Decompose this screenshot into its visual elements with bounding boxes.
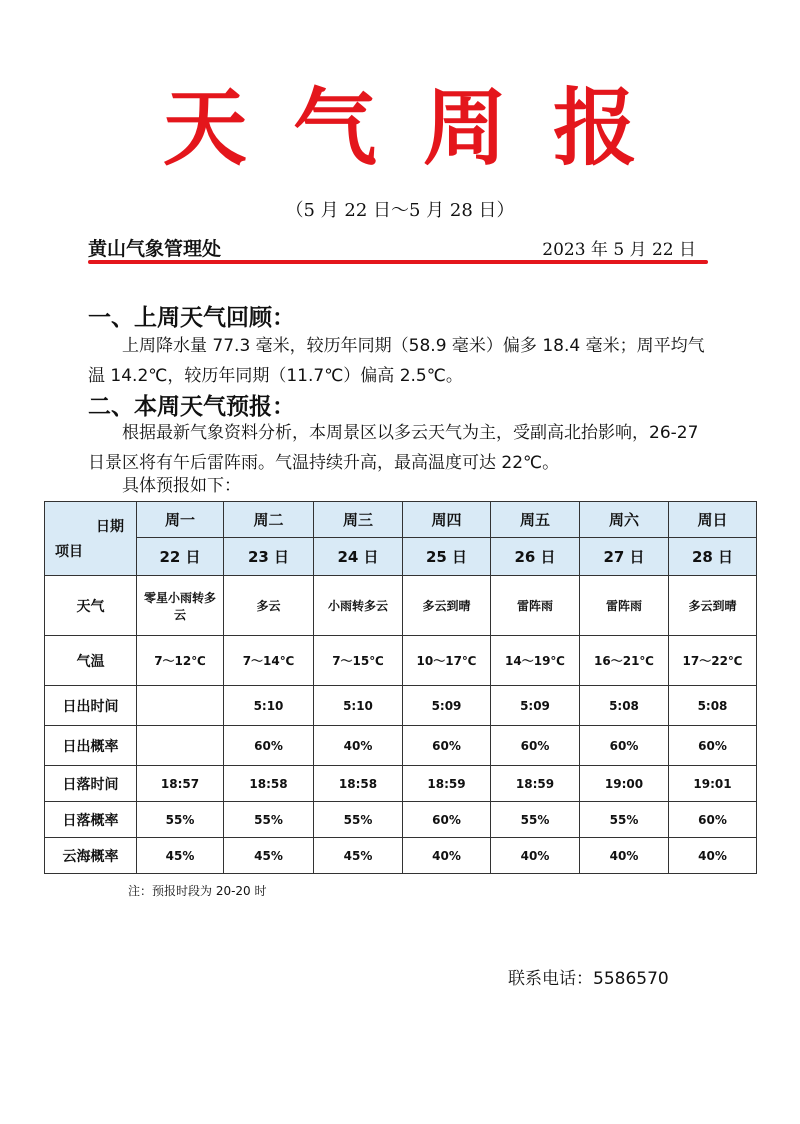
date-cell: 27 日 [580, 538, 669, 576]
table-cell: 55% [224, 802, 314, 838]
table-corner-cell [45, 502, 137, 576]
contact-phone: 联系电话：5586570 [508, 969, 669, 989]
table-cell: 19:00 [580, 766, 669, 802]
table-cell: 45% [314, 838, 403, 874]
table-cell: 18:59 [403, 766, 491, 802]
forecast-note: 注：预报时段为 20-20 时 [128, 884, 267, 898]
section-heading-forecast: 二、本周天气预报： [88, 394, 295, 420]
issuer: 黄山气象管理处 [88, 238, 222, 260]
red-divider [88, 260, 708, 264]
table-cell: 7～14℃ [224, 636, 314, 686]
weekday-cell: 周二 [224, 502, 314, 538]
row-label: 天气 [45, 576, 137, 636]
date-cell: 24 日 [314, 538, 403, 576]
row-label: 气温 [45, 636, 137, 686]
table-cell: 5:08 [580, 686, 669, 726]
table-cell: 55% [580, 802, 669, 838]
table-cell: 40% [403, 838, 491, 874]
table-cell [137, 726, 224, 766]
table-cell: 18:57 [137, 766, 224, 802]
table-cell: 45% [137, 838, 224, 874]
section-heading-review: 一、上周天气回顾： [88, 305, 295, 331]
table-cell: 7～12℃ [137, 636, 224, 686]
table-cell: 40% [314, 726, 403, 766]
date-cell: 26 日 [491, 538, 580, 576]
row-label: 云海概率 [45, 838, 137, 874]
table-row [45, 686, 757, 726]
corner-item-label: 项目 [55, 544, 83, 560]
table-cell: 多云到晴 [403, 576, 491, 636]
weekday-cell: 周六 [580, 502, 669, 538]
table-cell: 5:10 [224, 686, 314, 726]
table-cell: 16～21℃ [580, 636, 669, 686]
table-row [45, 726, 757, 766]
table-cell: 5:10 [314, 686, 403, 726]
table-cell: 45% [224, 838, 314, 874]
issue-date: 2023 年 5 月 22 日 [542, 240, 696, 260]
row-label: 日出时间 [45, 686, 137, 726]
table-row [45, 636, 757, 686]
row-label: 日落概率 [45, 802, 137, 838]
table-cell: 18:58 [224, 766, 314, 802]
table-cell: 雷阵雨 [491, 576, 580, 636]
table-cell: 19:01 [669, 766, 757, 802]
table-cell: 40% [580, 838, 669, 874]
table-cell: 雷阵雨 [580, 576, 669, 636]
table-cell: 小雨转多云 [314, 576, 403, 636]
table-cell: 60% [669, 726, 757, 766]
table-cell: 40% [491, 838, 580, 874]
table-row [45, 766, 757, 802]
table-row [45, 576, 757, 636]
date-cell: 22 日 [137, 538, 224, 576]
forecast-intro: 具体预报如下： [122, 476, 241, 496]
table-row [45, 838, 757, 874]
table-cell [137, 686, 224, 726]
table-cell: 14～19℃ [491, 636, 580, 686]
row-label: 日出概率 [45, 726, 137, 766]
weekday-cell: 周一 [137, 502, 224, 538]
review-paragraph: 上周降水量 77.3 毫米，较历年同期（58.9 毫米）偏多 18.4 毫米；周平均气温 14.2℃，较历年同期（11.7℃）偏高 2.5℃。 [88, 336, 705, 386]
weekday-cell: 周日 [669, 502, 757, 538]
table-cell: 5:08 [669, 686, 757, 726]
table-cell: 17～22℃ [669, 636, 757, 686]
masthead-title: 天气周报 [162, 78, 683, 177]
table-cell: 60% [669, 802, 757, 838]
table-cell: 18:59 [491, 766, 580, 802]
weekday-cell: 周四 [403, 502, 491, 538]
date-cell: 25 日 [403, 538, 491, 576]
date-range: （5 月 22 日～5 月 28 日） [285, 200, 515, 221]
table-cell: 60% [403, 802, 491, 838]
table-cell: 18:58 [314, 766, 403, 802]
table-cell: 60% [403, 726, 491, 766]
table-cell: 40% [669, 838, 757, 874]
table-cell: 60% [224, 726, 314, 766]
weekday-cell: 周三 [314, 502, 403, 538]
table-cell: 55% [314, 802, 403, 838]
table-cell: 55% [491, 802, 580, 838]
date-cell: 28 日 [669, 538, 757, 576]
row-label: 日落时间 [45, 766, 137, 802]
table-cell: 5:09 [491, 686, 580, 726]
table-cell: 7～15℃ [314, 636, 403, 686]
table-cell: 55% [137, 802, 224, 838]
table-cell: 多云到晴 [669, 576, 757, 636]
forecast-paragraph: 根据最新气象资料分析，本周景区以多云天气为主，受副高北抬影响，26-27 日景区将有午后雷阵雨。气温持续升高，最高温度可达 22℃。 [88, 423, 699, 473]
table-cell: 多云 [224, 576, 314, 636]
table-cell: 零星小雨转多云 [137, 576, 224, 636]
table-cell: 60% [491, 726, 580, 766]
date-cell: 23 日 [224, 538, 314, 576]
forecast-table [44, 501, 757, 874]
corner-date-label: 日期 [96, 519, 124, 535]
weekday-cell: 周五 [491, 502, 580, 538]
table-cell: 5:09 [403, 686, 491, 726]
table-cell: 60% [580, 726, 669, 766]
table-cell: 10～17℃ [403, 636, 491, 686]
table-row [45, 802, 757, 838]
